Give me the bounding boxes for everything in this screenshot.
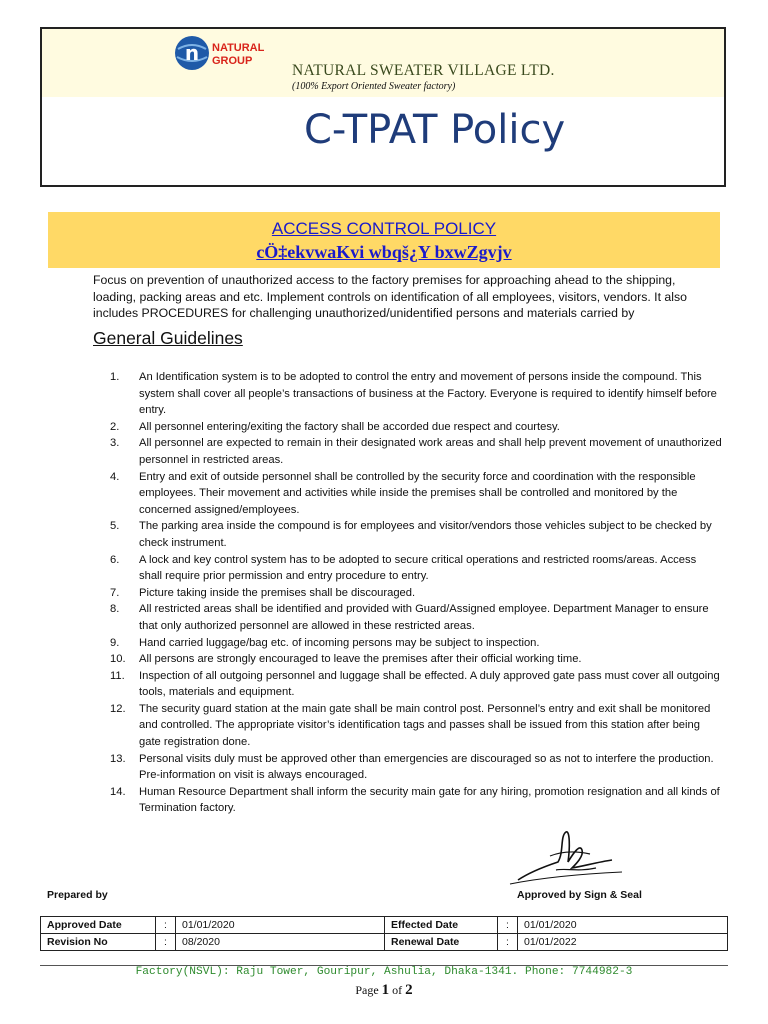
item-number: 12.: [110, 702, 126, 715]
document-title: C-TPAT Policy: [304, 107, 566, 153]
signature-image: [500, 822, 630, 890]
separator: :: [156, 917, 176, 934]
list-item: [110, 635, 722, 652]
item-number: 11.: [110, 669, 125, 682]
effected-date-value: 01/01/2020: [518, 917, 728, 934]
list-item: [110, 518, 722, 551]
list-item: [110, 784, 722, 817]
item-text: A lock and key control system has to be adopted to secure critical operations and restricted rooms/areas. Access shall require prior permission and entry procedure to entry.: [139, 553, 697, 583]
item-number: 2.: [110, 420, 120, 433]
separator: :: [156, 934, 176, 951]
item-number: 14.: [110, 785, 126, 798]
header-band: [42, 29, 724, 97]
item-text: Human Resource Department shall inform the security main gate for any hiring, promotion resignation and all kinds of Termination factory.: [139, 785, 720, 815]
approved-date-label: Approved Date: [41, 917, 156, 934]
policy-title-bangla: cÖ‡ekvwaKvi wbqš¿Y bxwZgvjv: [256, 242, 512, 262]
item-text: Personal visits duly must be approved other than emergencies are discouraged so as not to interfere the production. Pre-information on visit is always encouraged.: [139, 752, 714, 782]
list-item: [110, 751, 722, 784]
separator: :: [498, 934, 518, 951]
renewal-date-value: 01/01/2022: [518, 934, 728, 951]
item-number: 8.: [110, 603, 120, 616]
item-number: 7.: [110, 586, 120, 599]
page-current: 1: [381, 982, 390, 998]
list-item: [110, 668, 722, 701]
list-item: [110, 701, 722, 751]
item-number: 5.: [110, 520, 120, 533]
general-guidelines-heading: General Guidelines: [93, 328, 243, 348]
list-item: [110, 651, 722, 668]
page-of: of: [392, 983, 403, 997]
list-item: [110, 552, 722, 585]
natural-group-logo: [172, 33, 292, 73]
prepared-by-label: Prepared by: [47, 889, 108, 901]
list-item: [110, 469, 722, 519]
policy-title: ACCESS CONTROL POLICY: [271, 219, 497, 238]
item-text: All persons are strongly encouraged to leave the premises after their official working time.: [139, 653, 582, 666]
revision-no-label: Revision No: [41, 934, 156, 951]
item-text: Hand carried luggage/bag etc. of incoming persons may be subject to inspection.: [139, 636, 540, 649]
page-total: 2: [405, 982, 413, 998]
item-number: 1.: [110, 371, 120, 383]
item-text: The parking area inside the compound is for employees and visitor/vendors those vehicles subject to be checked by check instrument.: [139, 520, 712, 549]
approved-by-label: Approved by Sign & Seal: [517, 889, 642, 901]
policy-intro: Focus on prevention of unauthorized access to the factory premises for approaching ahead to the shipping, loading, packing areas and etc. Implement controls on identification of all employees, visitors, vendors. It also includes PROCEDURES for challenging unauthorized/unidentified persons and materials carried by: [93, 273, 687, 320]
revision-no-value: 08/2020: [176, 934, 385, 951]
approved-date-value: 01/01/2020: [176, 917, 385, 934]
list-item: [110, 419, 722, 436]
item-number: 9.: [110, 636, 120, 649]
item-text: Picture taking inside the premises shall be discouraged.: [139, 586, 416, 599]
item-number: 10.: [110, 653, 126, 666]
table-row: [41, 917, 728, 934]
list-item: [110, 435, 722, 468]
item-number: 4.: [110, 470, 120, 483]
effected-date-label: Effected Date: [385, 917, 498, 934]
list-item: [110, 585, 722, 602]
logo-text-natural: NATURAL: [212, 42, 265, 54]
logo-letter: n: [184, 41, 200, 65]
document-header: [40, 27, 726, 187]
item-text: All restricted areas shall be identified and provided with Guard/Assigned employee. Department Manager to ensure that only authorized personnel are allowed in these restricted areas.: [139, 603, 709, 632]
item-text: Entry and exit of outside personnel shall be controlled by the security force and coordination with the responsible employees. Their movement and activities while inside the premises shall be controlled and monitored by the concerned assigned/employees.: [139, 470, 696, 516]
item-number: 3.: [110, 437, 120, 450]
separator: :: [498, 917, 518, 934]
company-subtitle: (100% Export Oriented Sweater factory): [292, 81, 456, 92]
item-text: An Identification system is to be adopted to control the entry and movement of persons inside the compound. This system shall cover all people’s transactions of business at the Factory. Everyone is required to identify himself before entry.: [139, 371, 717, 417]
company-name: NATURAL SWEATER VILLAGE LTD.: [292, 62, 555, 79]
document-meta-table: [40, 916, 728, 951]
item-text: The security guard station at the main gate shall be main control post. Personnel’s entry and exit shall be monitored and controlled. The appropriate visitor’s identification tags and passes shall be issued from this station after being gate registration done.: [139, 702, 711, 749]
item-text: Inspection of all outgoing personnel and luggage shall be effected. A duly approved gate pass must cover all outgoing tools, materials and equipment.: [139, 669, 720, 699]
renewal-date-label: Renewal Date: [385, 934, 498, 951]
item-text: All personnel entering/exiting the factory shall be accorded due respect and courtesy.: [139, 420, 560, 433]
guidelines-list: [110, 369, 722, 817]
item-number: 13.: [110, 752, 126, 765]
page-indicator: [0, 982, 768, 999]
list-item: [110, 369, 722, 419]
list-item: [110, 601, 722, 634]
table-row: [41, 934, 728, 951]
logo-text-group: GROUP: [212, 55, 253, 67]
item-text: All personnel are expected to remain in their designated work areas and shall help prevent movement of unauthorized personnel in restricted areas.: [139, 437, 722, 466]
item-number: 6.: [110, 553, 120, 566]
factory-address: Factory(NSVL): Raju Tower, Gouripur, Ashulia, Dhaka-1341. Phone: 7744982-3: [135, 966, 633, 978]
policy-title-band: [48, 212, 720, 268]
page-word: Page: [355, 983, 379, 997]
